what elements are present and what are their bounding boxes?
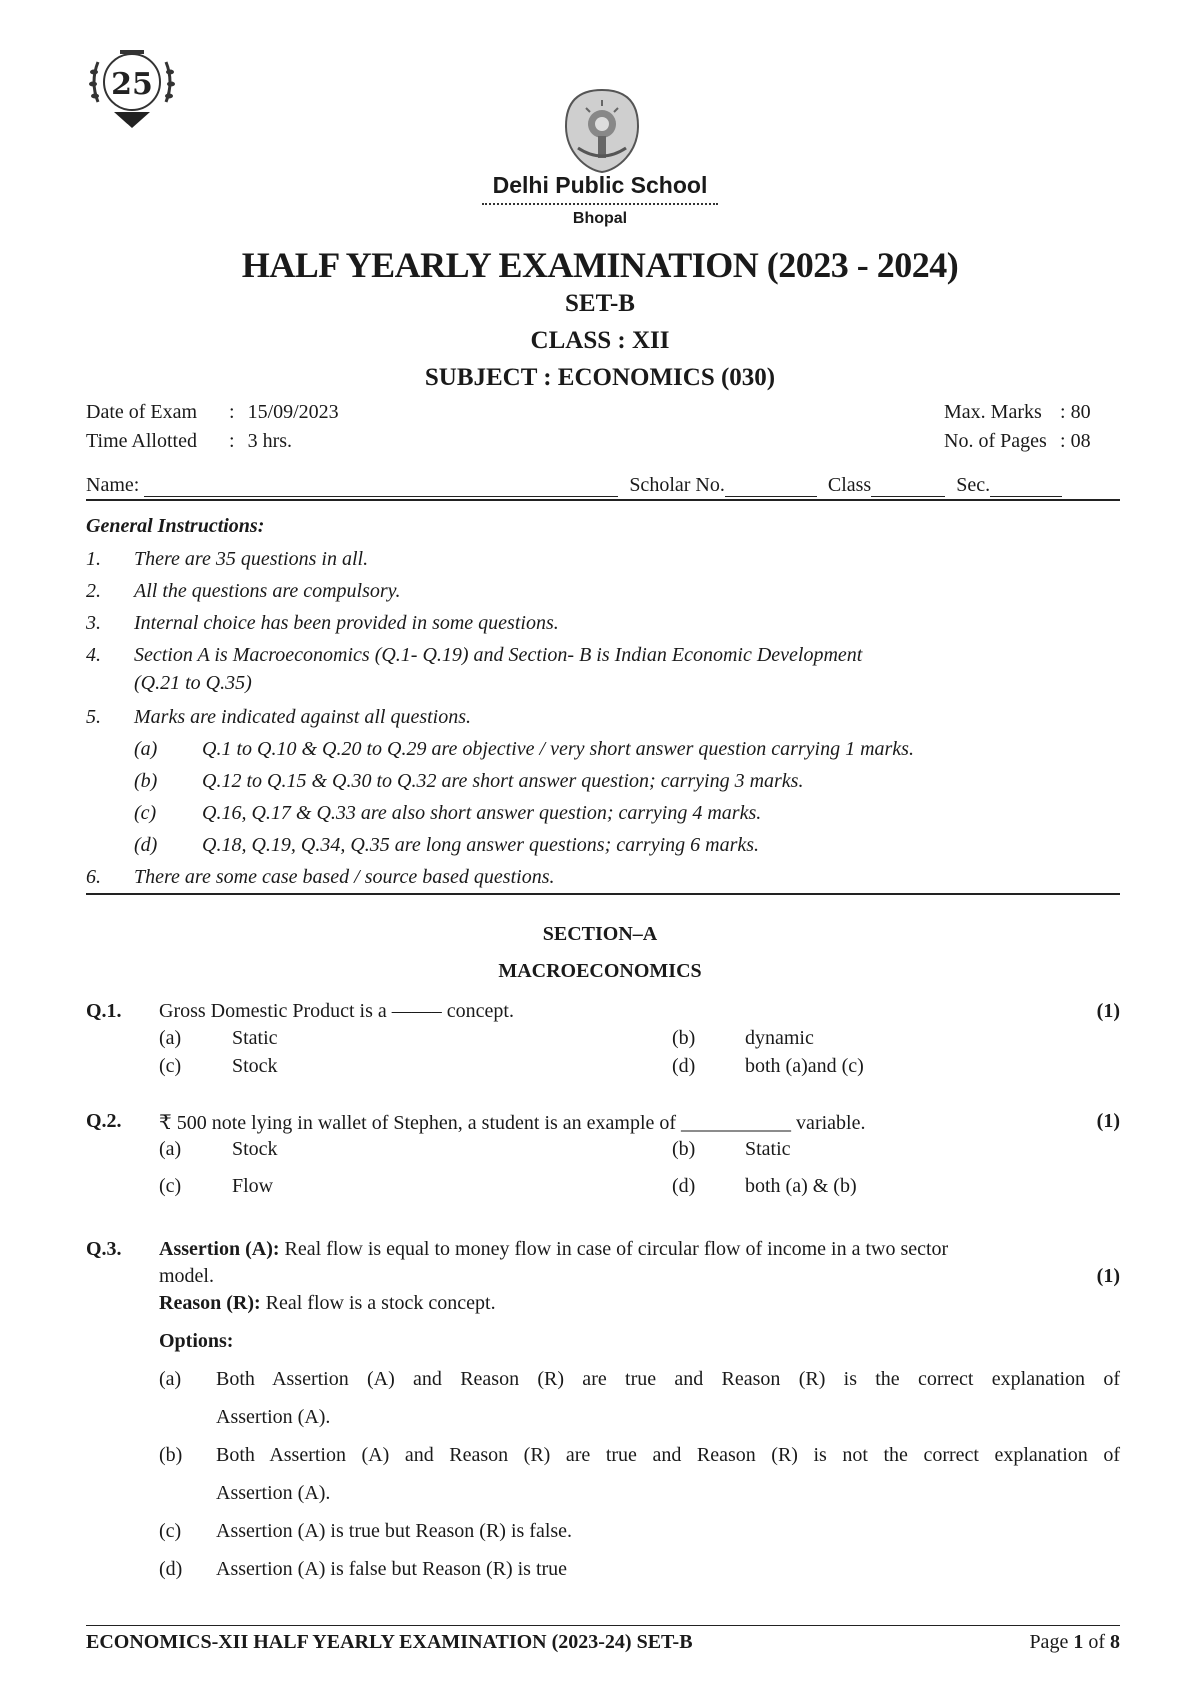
reason: Reason (R): Real flow is a stock concept. bbox=[159, 1292, 496, 1314]
instructions-divider bbox=[86, 893, 1120, 895]
footer-divider bbox=[86, 1625, 1120, 1626]
max-marks: Max. Marks : 80 bbox=[944, 401, 1091, 423]
option-text: Stock bbox=[232, 1055, 278, 1077]
option-label: (d) bbox=[672, 1175, 696, 1197]
question-number: Q.1. bbox=[86, 1000, 122, 1022]
question-marks: (1) bbox=[1096, 1110, 1120, 1132]
section-title: SECTION–A bbox=[542, 923, 658, 945]
page-indicator: Page 1 of 8 bbox=[1029, 1631, 1120, 1653]
school-name-underline bbox=[482, 203, 718, 205]
option-label: (b) bbox=[159, 1444, 183, 1466]
question-text: ₹ 500 note lying in wallet of Stephen, a student is an example of ___________ variable. bbox=[159, 1112, 866, 1134]
time-allotted: Time Allotted : 3 hrs. bbox=[86, 430, 293, 452]
options-label: Options: bbox=[159, 1330, 234, 1352]
assertion: Assertion (A): Real flow is equal to money flow in case of circular flow of income in a two sector bbox=[159, 1238, 949, 1260]
option-text: Static bbox=[232, 1027, 278, 1049]
option-label: (a) bbox=[159, 1138, 182, 1160]
class-field-label: Class bbox=[827, 474, 872, 496]
class-label: CLASS : XII bbox=[530, 327, 670, 354]
exam-title: HALF YEARLY EXAMINATION (2023 - 2024) bbox=[241, 245, 959, 285]
option-label: (a) bbox=[159, 1027, 182, 1049]
silver-jubilee-logo bbox=[84, 42, 180, 138]
option-text: Stock bbox=[232, 1138, 278, 1160]
name-field[interactable] bbox=[144, 478, 618, 497]
option-text: both (a)and (c) bbox=[745, 1055, 864, 1077]
subject-label: SUBJECT : ECONOMICS (030) bbox=[424, 364, 776, 391]
option-text: Flow bbox=[232, 1175, 274, 1197]
question-marks: (1) bbox=[1096, 1265, 1120, 1287]
set-label: SET-B bbox=[565, 290, 635, 317]
section-subtitle: MACROECONOMICS bbox=[498, 960, 702, 982]
footer-title: ECONOMICS-XII HALF YEARLY EXAMINATION (2023-24) SET-B bbox=[86, 1631, 693, 1653]
option-label: (a) bbox=[159, 1368, 182, 1390]
option-label: (b) bbox=[672, 1138, 696, 1160]
svg-text:25: 25 bbox=[111, 67, 153, 102]
page-count: No. of Pages : 08 bbox=[944, 430, 1091, 452]
instructions-heading: General Instructions: bbox=[86, 515, 265, 537]
option-text: Both Assertion (A) and Reason (R) are true and Reason (R) is the correct explanation of bbox=[216, 1368, 1120, 1390]
option-text: Assertion (A) is true but Reason (R) is false. bbox=[216, 1520, 573, 1542]
option-label: (c) bbox=[159, 1520, 182, 1542]
option-label: (b) bbox=[672, 1027, 696, 1049]
school-name: Delhi Public School bbox=[492, 172, 708, 198]
question-number: Q.3. bbox=[86, 1238, 122, 1260]
option-text: dynamic bbox=[745, 1027, 814, 1049]
dps-emblem-logo bbox=[556, 86, 648, 176]
sec-label: Sec. bbox=[956, 474, 991, 496]
option-label: (c) bbox=[159, 1055, 182, 1077]
option-text: Static bbox=[745, 1138, 791, 1160]
assertion-continued: model. bbox=[159, 1265, 214, 1287]
option-text: both (a) & (b) bbox=[745, 1175, 857, 1197]
question-marks: (1) bbox=[1096, 1000, 1120, 1022]
question-text: Gross Domestic Product is a ——– concept. bbox=[159, 1000, 514, 1022]
option-text: Assertion (A) is false but Reason (R) is true bbox=[216, 1558, 568, 1580]
question-number: Q.2. bbox=[86, 1110, 122, 1132]
scholar-label: Scholar No. bbox=[629, 474, 725, 496]
school-city: Bhopal bbox=[572, 210, 628, 227]
student-details-line bbox=[86, 474, 1120, 501]
option-label: (d) bbox=[672, 1055, 696, 1077]
exam-date: Date of Exam : 15/09/2023 bbox=[86, 401, 339, 423]
option-label: (d) bbox=[159, 1558, 183, 1580]
option-text: Both Assertion (A) and Reason (R) are true and Reason (R) is not the correct explanation of bbox=[216, 1444, 1120, 1466]
sec-field[interactable] bbox=[990, 478, 1062, 497]
name-label: Name: bbox=[86, 474, 140, 496]
option-text-continued: Assertion (A). bbox=[216, 1406, 331, 1428]
class-field[interactable] bbox=[871, 478, 945, 497]
option-text-continued: Assertion (A). bbox=[216, 1482, 331, 1504]
option-label: (c) bbox=[159, 1175, 182, 1197]
scholar-no-field[interactable] bbox=[725, 478, 817, 497]
